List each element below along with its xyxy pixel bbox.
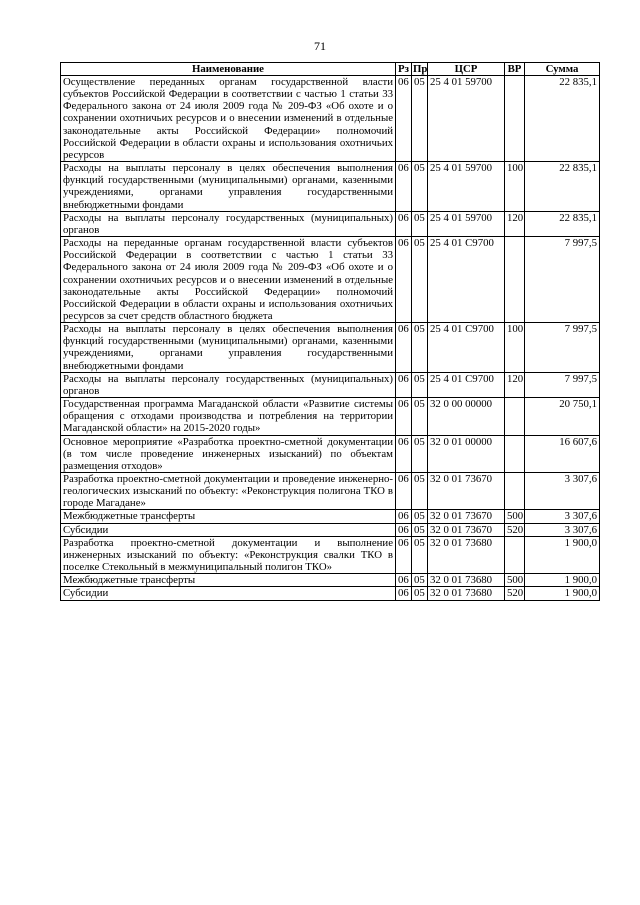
cell-vr bbox=[505, 237, 525, 323]
cell-csr: 32 0 01 73670 bbox=[428, 510, 505, 523]
cell-pr: 05 bbox=[412, 372, 428, 397]
table-row bbox=[61, 323, 600, 373]
budget-table bbox=[60, 62, 600, 601]
cell-csr: 32 0 01 73670 bbox=[428, 473, 505, 510]
cell-name: Расходы на переданные органам государственной власти субъектов Российской Федерации в соответствии с частью 1 статьи 33 Федерального закона от 24 июля 2009 года № 209-ФЗ «Об охоте и о сохранении охотничьих ресурсов и о внесении изменений в отдельные законодательные акты Российской Федерации» полномочий Российской Федерации в области охраны и использования охотничьих ресурсов за счет средств областного бюджета bbox=[61, 237, 396, 323]
cell-csr: 25 4 01 С9700 bbox=[428, 323, 505, 373]
cell-vr: 100 bbox=[505, 323, 525, 373]
cell-csr: 32 0 00 00000 bbox=[428, 398, 505, 435]
table-body bbox=[61, 76, 600, 601]
cell-csr: 25 4 01 59700 bbox=[428, 211, 505, 236]
cell-sum: 22 835,1 bbox=[525, 76, 600, 162]
cell-name: Основное мероприятие «Разработка проектно-сметной документации (в том числе проведение инженерных изысканий) по объектам размещения отходов» bbox=[61, 435, 396, 472]
table-row bbox=[61, 523, 600, 536]
cell-sum: 1 900,0 bbox=[525, 587, 600, 600]
cell-csr: 32 0 01 73680 bbox=[428, 587, 505, 600]
table-row bbox=[61, 76, 600, 162]
cell-vr: 120 bbox=[505, 372, 525, 397]
cell-sum: 20 750,1 bbox=[525, 398, 600, 435]
table-row bbox=[61, 510, 600, 523]
cell-name: Субсидии bbox=[61, 523, 396, 536]
cell-rz: 06 bbox=[396, 473, 412, 510]
cell-vr bbox=[505, 398, 525, 435]
cell-vr: 520 bbox=[505, 587, 525, 600]
cell-name: Субсидии bbox=[61, 587, 396, 600]
cell-name: Межбюджетные трансферты bbox=[61, 574, 396, 587]
cell-vr bbox=[505, 76, 525, 162]
cell-rz: 06 bbox=[396, 162, 412, 212]
cell-name: Расходы на выплаты персоналу в целях обеспечения выполнения функций государственными (муниципальными) органами, казенными учреждениями, органами управления государственными внебюджетными фондами bbox=[61, 323, 396, 373]
cell-sum: 3 307,6 bbox=[525, 510, 600, 523]
column-header-sum: Сумма bbox=[525, 63, 600, 76]
column-header-rz: Рз bbox=[396, 63, 412, 76]
cell-pr: 05 bbox=[412, 473, 428, 510]
cell-rz: 06 bbox=[396, 372, 412, 397]
cell-pr: 05 bbox=[412, 523, 428, 536]
cell-pr: 05 bbox=[412, 76, 428, 162]
cell-vr: 120 bbox=[505, 211, 525, 236]
cell-name: Осуществление переданных органам государственной власти субъектов Российской Федерации в соответствии с частью 1 статьи 33 Федерального закона от 24 июля 2009 года № 209-ФЗ «Об охоте и о сохранении охотничьих ресурсов и о внесении изменений в отдельные законодательные акты Российской Федерации» полномочий Российской Федерации в области охраны и использования охотничьих ресурсов bbox=[61, 76, 396, 162]
cell-sum: 1 900,0 bbox=[525, 536, 600, 573]
cell-sum: 22 835,1 bbox=[525, 211, 600, 236]
cell-pr: 05 bbox=[412, 536, 428, 573]
table-row bbox=[61, 435, 600, 472]
cell-rz: 06 bbox=[396, 536, 412, 573]
cell-pr: 05 bbox=[412, 587, 428, 600]
cell-rz: 06 bbox=[396, 237, 412, 323]
table-row bbox=[61, 237, 600, 323]
cell-csr: 25 4 01 59700 bbox=[428, 76, 505, 162]
cell-vr: 500 bbox=[505, 510, 525, 523]
cell-rz: 06 bbox=[396, 587, 412, 600]
cell-vr bbox=[505, 536, 525, 573]
cell-rz: 06 bbox=[396, 435, 412, 472]
page-number: 71 bbox=[314, 39, 326, 53]
cell-sum: 1 900,0 bbox=[525, 574, 600, 587]
cell-sum: 7 997,5 bbox=[525, 237, 600, 323]
cell-csr: 25 4 01 С9700 bbox=[428, 372, 505, 397]
cell-vr: 100 bbox=[505, 162, 525, 212]
cell-rz: 06 bbox=[396, 323, 412, 373]
table-row bbox=[61, 587, 600, 600]
table-header-row bbox=[61, 63, 600, 76]
cell-csr: 32 0 01 73680 bbox=[428, 536, 505, 573]
cell-pr: 05 bbox=[412, 510, 428, 523]
cell-sum: 7 997,5 bbox=[525, 323, 600, 373]
cell-csr: 25 4 01 59700 bbox=[428, 162, 505, 212]
cell-name: Разработка проектно-сметной документации и выполнение инженерных изысканий по объекту: «Реконструкция свалки ТКО в поселке Стекольный в межмуниципальный полигон ТКО» bbox=[61, 536, 396, 573]
cell-rz: 06 bbox=[396, 510, 412, 523]
cell-name: Расходы на выплаты персоналу государственных (муниципальных) органов bbox=[61, 372, 396, 397]
cell-vr bbox=[505, 473, 525, 510]
cell-sum: 16 607,6 bbox=[525, 435, 600, 472]
table-row bbox=[61, 211, 600, 236]
cell-name: Разработка проектно-сметной документации и проведение инженерно-геологических изысканий по объекту: «Реконструкция полигона ТКО в городе Магадане» bbox=[61, 473, 396, 510]
column-header-csr: ЦСР bbox=[428, 63, 505, 76]
cell-pr: 05 bbox=[412, 323, 428, 373]
cell-sum: 3 307,6 bbox=[525, 473, 600, 510]
cell-pr: 05 bbox=[412, 435, 428, 472]
cell-name: Межбюджетные трансферты bbox=[61, 510, 396, 523]
column-header-name: Наименование bbox=[61, 63, 396, 76]
cell-name: Расходы на выплаты персоналу в целях обеспечения выполнения функций государственными (муниципальными) органами, казенными учреждениями, органами управления государственными внебюджетными фондами bbox=[61, 162, 396, 212]
cell-pr: 05 bbox=[412, 211, 428, 236]
cell-rz: 06 bbox=[396, 211, 412, 236]
cell-rz: 06 bbox=[396, 76, 412, 162]
cell-csr: 25 4 01 С9700 bbox=[428, 237, 505, 323]
cell-pr: 05 bbox=[412, 574, 428, 587]
cell-rz: 06 bbox=[396, 523, 412, 536]
column-header-vr: ВР bbox=[505, 63, 525, 76]
column-header-pr: Пр bbox=[413, 63, 428, 75]
cell-pr: 05 bbox=[412, 162, 428, 212]
table-row bbox=[61, 372, 600, 397]
cell-vr bbox=[505, 435, 525, 472]
table-row bbox=[61, 536, 600, 573]
cell-name: Расходы на выплаты персоналу государственных (муниципальных) органов bbox=[61, 211, 396, 236]
cell-rz: 06 bbox=[396, 574, 412, 587]
cell-sum: 3 307,6 bbox=[525, 523, 600, 536]
cell-csr: 32 0 01 73670 bbox=[428, 523, 505, 536]
cell-pr: 05 bbox=[412, 237, 428, 323]
table-row bbox=[61, 574, 600, 587]
table-row bbox=[61, 473, 600, 510]
cell-name: Государственная программа Магаданской области «Развитие системы обращения с отходами производства и потребления на территории Магаданской области» на 2015-2020 годы» bbox=[61, 398, 396, 435]
cell-sum: 22 835,1 bbox=[525, 162, 600, 212]
cell-csr: 32 0 01 00000 bbox=[428, 435, 505, 472]
table-row bbox=[61, 162, 600, 212]
cell-csr: 32 0 01 73680 bbox=[428, 574, 505, 587]
cell-vr: 520 bbox=[505, 523, 525, 536]
cell-vr: 500 bbox=[505, 574, 525, 587]
table-row bbox=[61, 398, 600, 435]
cell-sum: 7 997,5 bbox=[525, 372, 600, 397]
cell-rz: 06 bbox=[396, 398, 412, 435]
cell-pr: 05 bbox=[412, 398, 428, 435]
